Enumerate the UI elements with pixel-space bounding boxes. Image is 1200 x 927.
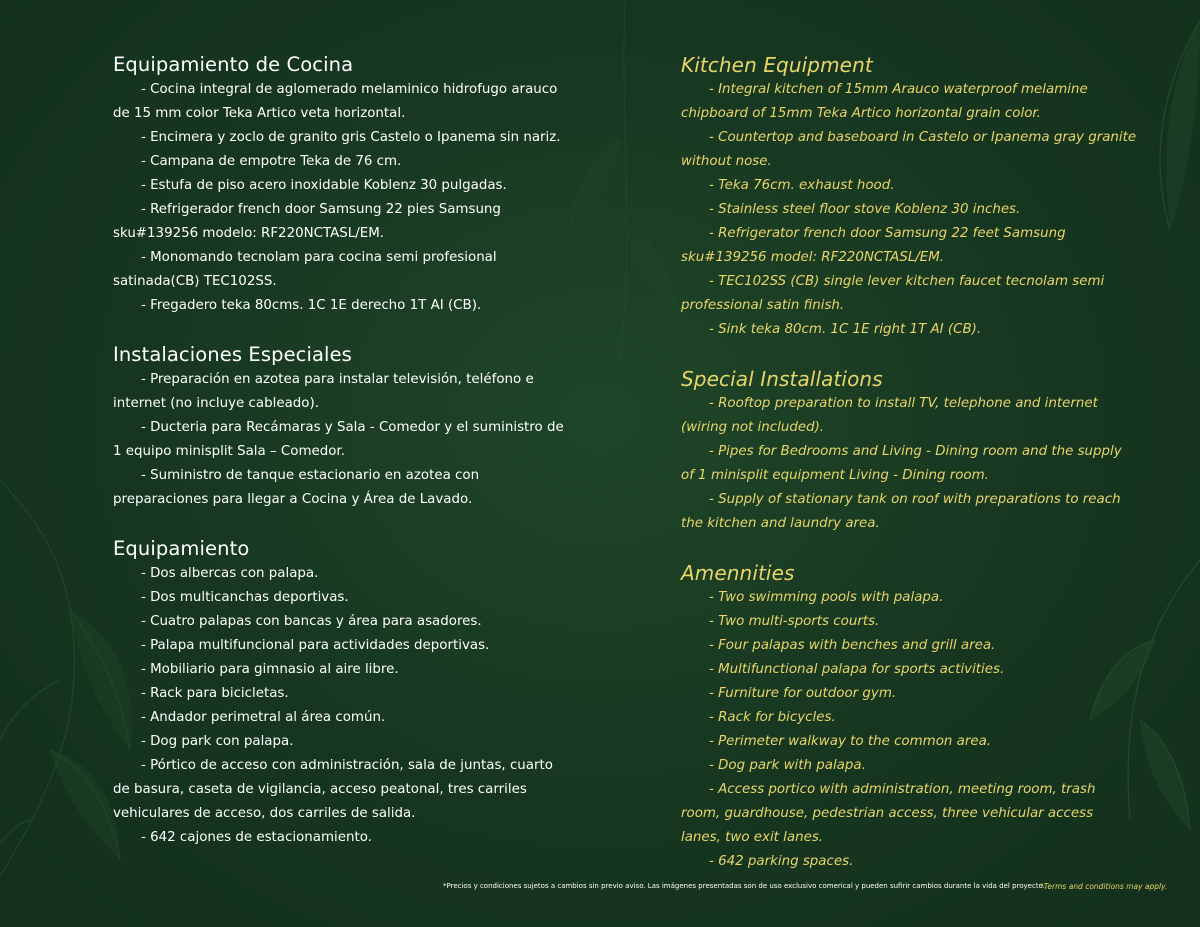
item-line: - Sink teka 80cm. 1C 1E right 1T AI (CB). [709,322,982,337]
list-item [113,826,583,850]
item-line: professional satin finish. [681,298,845,313]
list-item [113,634,583,658]
item-line: - Cuatro palapas con bancas y área para asadores. [141,614,482,629]
item-line: lanes, two exit lanes. [681,830,824,845]
list-item [681,174,1151,198]
item-line: - Fregadero teka 80cms. 1C 1E derecho 1T AI (CB). [141,298,482,313]
list-item [681,658,1151,682]
item-list [681,392,1151,536]
item-line: de basura, caseta de vigilancia, acceso peatonal, tres carriles [113,782,527,797]
item-line: - Dog park with palapa. [709,758,866,773]
list-item [113,586,583,610]
list-item [681,586,1151,610]
list-item [113,706,583,730]
item-list [681,586,1151,874]
item-line: - TEC102SS (CB) single lever kitchen faucet tecnolam semi [709,274,1105,289]
item-line: - Palapa multifuncional para actividades deportivas. [141,638,490,653]
item-line: de 15 mm color Teka Artico veta horizontal. [113,106,406,121]
item-line: - Ducteria para Recámaras y Sala - Comedor y el suministro de [141,420,564,435]
item-line: - Rack for bicycles. [709,710,836,725]
item-line: - Supply of stationary tank on roof with preparations to reach [709,492,1121,507]
item-line: - Pórtico de acceso con administración, sala de juntas, cuarto [141,758,553,773]
list-item [113,78,583,126]
footer-disclaimer-spanish: *Precios y condiciones sujetos a cambios sin previo aviso. Las imágenes presentadas son de uso exclusivo comerical y pueden sufirir cambios durante la vida del proyecto. [443,882,1045,890]
section-instalaciones-especiales [113,342,583,512]
item-line: - Monomando tecnolam para cocina semi profesional [141,250,497,265]
section-amenities [681,560,1151,874]
list-item [681,440,1151,488]
list-item [681,730,1151,754]
item-list [113,368,583,512]
item-line: - Two multi-sports courts. [709,614,880,629]
item-line: sku#139256 model: RF220NCTASL/EM. [681,250,945,265]
item-line: - Rack para bicicletas. [141,686,289,701]
list-item [681,754,1151,778]
item-line: - Stainless steel floor stove Koblenz 30 inches. [709,202,1021,217]
footer-disclaimer-english: *Terms and conditions may apply. [1040,882,1168,891]
list-item [681,126,1151,174]
item-line: - Preparación en azotea para instalar televisión, teléfono e [141,372,534,387]
item-line: - Two swimming pools with palapa. [709,590,944,605]
item-line: - Dog park con palapa. [141,734,294,749]
item-line: - Estufa de piso acero inoxidable Koblenz 30 pulgadas. [141,178,507,193]
item-list [681,78,1151,342]
item-line: - Pipes for Bedrooms and Living - Dining room and the supply [709,444,1122,459]
list-item [681,392,1151,440]
list-item [681,318,1151,342]
item-list [113,562,583,850]
list-item [113,658,583,682]
item-line: the kitchen and laundry area. [681,516,880,531]
list-item [681,850,1151,874]
list-item [113,416,583,464]
item-line: - Cocina integral de aglomerado melaminico hidrofugo arauco [141,82,558,97]
item-line: - Refrigerador french door Samsung 22 pies Samsung [141,202,501,217]
list-item [113,150,583,174]
section-title: Equipamiento de Cocina [113,53,354,76]
item-line: - Mobiliario para gimnasio al aire libre. [141,662,399,677]
section-title: Equipamiento [113,537,250,560]
item-line: - Encimera y zoclo de granito gris Castelo o Ipanema sin nariz. [141,130,561,145]
section-kitchen-equipment [681,52,1151,342]
item-line: - Four palapas with benches and grill area. [709,638,996,653]
english-column [681,52,1151,891]
list-item [113,246,583,294]
list-item [113,464,583,512]
list-item [113,682,583,706]
section-equipamiento-cocina [113,52,583,318]
list-item [113,294,583,318]
spanish-column [113,52,583,867]
list-item [681,270,1151,318]
item-line: - Multifunctional palapa for sports activities. [709,662,1005,677]
item-line: - Countertop and baseboard in Castelo or Ipanema gray granite [709,130,1137,145]
list-item [681,610,1151,634]
list-item [113,126,583,150]
item-line: - Campana de empotre Teka de 76 cm. [141,154,402,169]
item-line: - Dos albercas con palapa. [141,566,319,581]
item-line: chipboard of 15mm Teka Artico horizontal grain color. [681,106,1041,121]
item-line: - Perimeter walkway to the common area. [709,734,992,749]
item-line: without nose. [681,154,772,169]
item-line: - Dos multicanchas deportivas. [141,590,349,605]
list-item [681,78,1151,126]
list-item [113,730,583,754]
list-item [681,682,1151,706]
section-title: Instalaciones Especiales [113,343,352,366]
section-title: Kitchen Equipment [681,53,873,77]
item-line: - Suministro de tanque estacionario en azotea con [141,468,480,483]
section-title: Special Installations [681,367,883,391]
list-item [113,368,583,416]
item-line: - Teka 76cm. exhaust hood. [709,178,895,193]
list-item [681,778,1151,850]
list-item [113,610,583,634]
item-line: vehiculares de acceso, dos carriles de salida. [113,806,416,821]
item-line: - Furniture for outdoor gym. [709,686,897,701]
list-item [113,562,583,586]
item-line: internet (no incluye cableado). [113,396,319,411]
item-line: 1 equipo minisplit Sala – Comedor. [113,444,345,459]
section-equipamiento [113,536,583,850]
section-title: Amennities [681,561,795,585]
item-line: of 1 minisplit equipment Living - Dining room. [681,468,989,483]
list-item [681,198,1151,222]
item-line: - 642 parking spaces. [709,854,854,869]
list-item [113,174,583,198]
item-line: - 642 cajones de estacionamiento. [141,830,372,845]
item-list [113,78,583,318]
item-line: room, guardhouse, pedestrian access, three vehicular access [681,806,1094,821]
item-line: sku#139256 modelo: RF220NCTASL/EM. [113,226,385,241]
item-line: satinada(CB) TEC102SS. [113,274,277,289]
item-line: - Refrigerator french door Samsung 22 feet Samsung [709,226,1066,241]
item-line: - Integral kitchen of 15mm Arauco waterproof melamine [709,82,1088,97]
list-item [681,222,1151,270]
list-item [681,634,1151,658]
list-item [681,488,1151,536]
item-line: - Andador perimetral al área común. [141,710,386,725]
item-line: (wiring not included). [681,420,825,435]
item-line: - Access portico with administration, meeting room, trash [709,782,1096,797]
section-special-installations [681,366,1151,536]
list-item [113,754,583,826]
item-line: - Rooftop preparation to install TV, telephone and internet [709,396,1098,411]
item-line: preparaciones para llegar a Cocina y Área de Lavado. [113,492,473,507]
list-item [681,706,1151,730]
list-item [113,198,583,246]
